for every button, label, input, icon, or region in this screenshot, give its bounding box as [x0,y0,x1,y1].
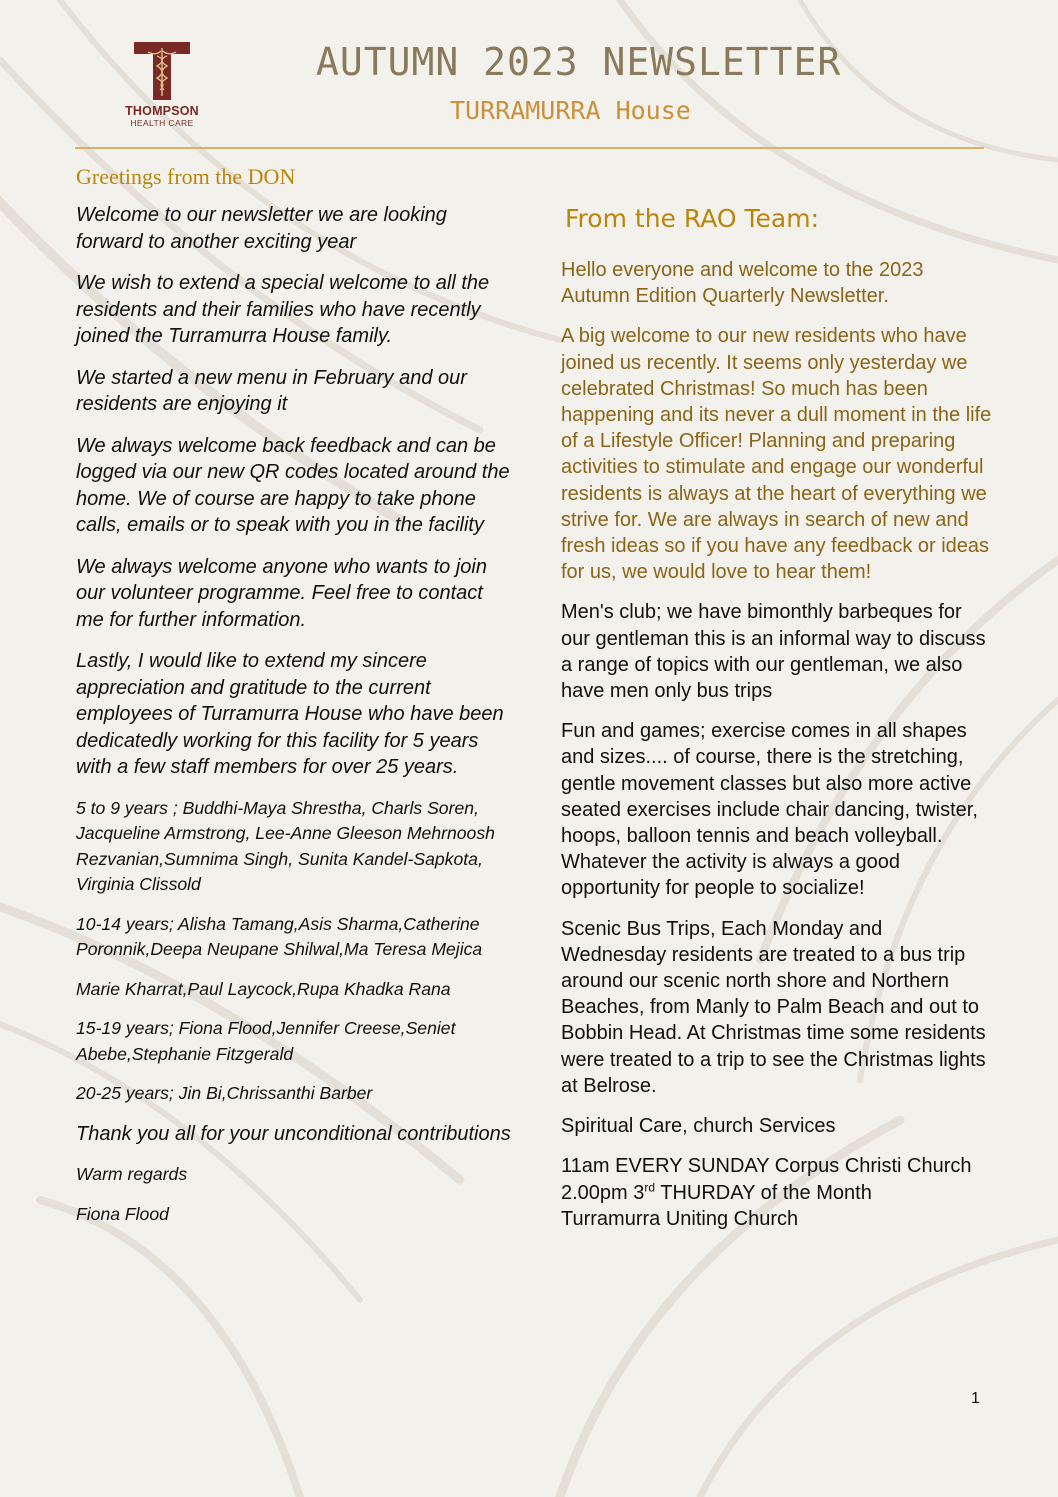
page-number: 1 [971,1390,980,1407]
rao-column [561,204,993,1232]
don-heading: Greetings from the DON [76,164,296,189]
don-closing: Warm regards [76,1164,188,1184]
service-group: Marie Kharrat,Paul Laycock,Rupa Khadka Rana [76,978,451,999]
rao-welcome: A big welcome to our new residents who have joined us recently. It seems only yesterday we celebrated Christmas! So much has been happening and its never a dull moment in the life of a Lifestyle Officer! Planning and preparing activities to stimulate and engage our wonderful residents is always at the heart of everything we strive for. We are always in search of new and fresh ideas so if you have any feedback or ideas for us, we would love to hear them! [561,325,992,584]
rao-bus-trips: Scenic Bus Trips, Each Monday and Wednesday residents are treated to a bus trip around our scenic north shore and Northern Beaches, from Manly to Palm Beach and out to Bobbin Head. At Christmas time some residents were treated to a trip to see the Christmas lights at Belrose. [561,917,986,1097]
don-paragraph: Welcome to our newsletter we are looking forward to another exciting year [76,204,447,253]
service-group: 15-19 years; Fiona Flood,Jennifer Creese,Seniet Abebe,Stephanie Fitzgerald [76,1018,456,1064]
service-group: 10-14 years; Alisha Tamang,Asis Sharma,Catherine Poronnik,Deepa Neupane Shilwal,Ma Teresa Mejica [76,913,483,959]
ordinal-suffix: rd [644,1179,656,1194]
rao-mens-club: Men's club; we have bimonthly barbeques for our gentleman this is an informal way to discuss a range of topics with our gentleman, we also have men only bus trips [561,601,986,703]
newsletter-title: AUTUMN 2023 NEWSLETTER [316,40,842,84]
thompson-logo [112,40,212,134]
logo-brand-name: THOMPSON [125,104,199,118]
church-name: Turramurra Uniting Church [561,1207,799,1230]
don-paragraph: We always welcome back feedback and can be logged via our new QR codes located around the home. We of course are happy to take phone calls, emails or to speak with you in the facility [76,434,510,536]
service-group: 5 to 9 years ; Buddhi-Maya Shrestha, Charls Soren, Jacqueline Armstrong, Lee-Anne Gleeson Mehrnoosh Rezvanian,Sumnima Singh, Sunita Kandel-Sapkota, Virginia Clissold [76,797,495,894]
rao-heading: From the RAO Team: [565,204,820,233]
church-service-thursday [561,1180,993,1206]
service-time: 2.00pm 3 [561,1181,645,1204]
rao-spiritual: Spiritual Care, church Services [561,1115,836,1138]
don-paragraph: We always welcome anyone who wants to join our volunteer programme. Feel free to contact me for further information. [76,555,487,631]
don-paragraph: We started a new menu in February and our residents are enjoying it [76,366,467,415]
rao-intro: Hello everyone and welcome to the 2023 Autumn Edition Quarterly Newsletter. [561,259,924,308]
header-divider [75,147,984,149]
don-paragraph: Lastly, I would like to extend my sincere appreciation and gratitude to the current employees of Turramurra House who have been dedicatedly working for this facility for 5 years with a few staff members for over 25 years. [76,650,504,778]
don-paragraph: We wish to extend a special welcome to all the residents and their families who have recently joined the Turramurra House family. [76,272,490,347]
church-service-sunday: 11am EVERY SUNDAY Corpus Christi Church [561,1155,972,1178]
caduceus-icon [132,40,192,102]
service-group: 20-25 years; Jin Bi,Chrissanthi Barber [76,1083,373,1103]
don-signature: Fiona Flood [76,1203,169,1224]
don-thanks: Thank you all for your unconditional contributions [76,1122,511,1145]
logo-brand-subtitle: HEALTH CARE [130,118,194,128]
don-column [76,164,516,1241]
rao-fun-games: Fun and games; exercise comes in all shapes and sizes.... of course, there is the stretching, gentle movement classes but also more active seated exercises include chair dancing, twister, hoops, balloon tennis and beach volleyball. Whatever the activity is always a good opportunity for people to socialize! [561,720,978,900]
newsletter-subtitle: TURRAMURRA House [450,96,691,125]
service-day: THURDAY of the Month [655,1181,872,1204]
